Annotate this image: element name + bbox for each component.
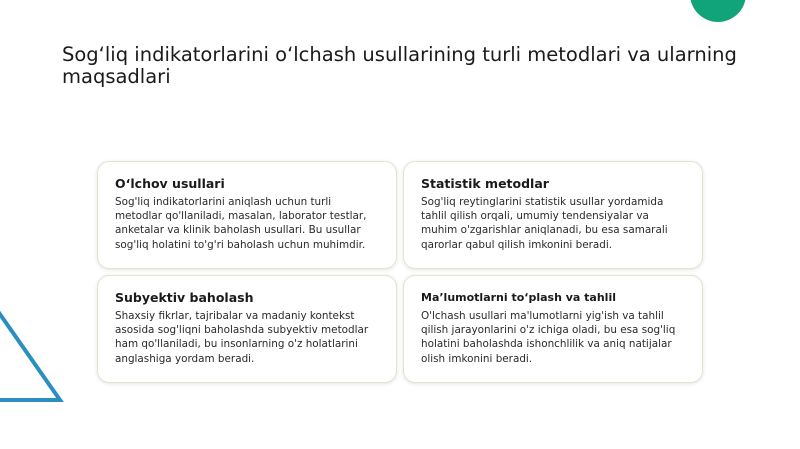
- decorative-circle: [690, 0, 746, 22]
- card-text: Shaxsiy fikrlar, tajribalar va madaniy kontekst asosida sog'liqni baholashda subyektiv metodlar ham qo'llaniladi, bu insonlarning o'z holatlarini anglashiga yordam beradi.: [115, 310, 369, 365]
- card-subjective-assessment: [97, 275, 397, 383]
- card-title: Statistik metodlar: [421, 176, 549, 191]
- slide-title: Sog‘liq indikatorlarini o‘lchash usullarining turli metodlari va ularning maqsadlari: [62, 43, 737, 88]
- card-text: Sog'liq reytinglarini statistik usullar yordamida tahlil qilish orqali, umumiy tendensiyalar va muhim o'zgarishlar aniqlanadi, bu esa samarali qarorlar qabul qilish imkonini beradi.: [421, 196, 668, 251]
- card-measurement-methods: [97, 161, 397, 269]
- card-data-collection: [403, 275, 703, 383]
- card-statistical-methods: [403, 161, 703, 269]
- card-title: O‘lchov usullari: [115, 176, 225, 191]
- card-text: O'lchash usullari ma'lumotlarni yig'ish va tahlil qilish jarayonlarini o'z ichiga oladi, bu esa sog'liq holatini baholashda ishonchlilik va aniq natijalar olish imkonini beradi.: [421, 310, 676, 365]
- card-title: Ma’lumotlarni to‘plash va tahlil: [421, 291, 616, 304]
- card-title: Subyektiv baholash: [115, 290, 254, 305]
- card-text: Sog'liq indikatorlarini aniqlash uchun turli metodlar qo'llaniladi, masalan, laborator testlar, anketalar va klinik baholash usullari. Bu usullar sog'liq holatini to'g'ri baholash uchun muhimdir.: [115, 196, 367, 251]
- decorative-triangle: [0, 280, 70, 420]
